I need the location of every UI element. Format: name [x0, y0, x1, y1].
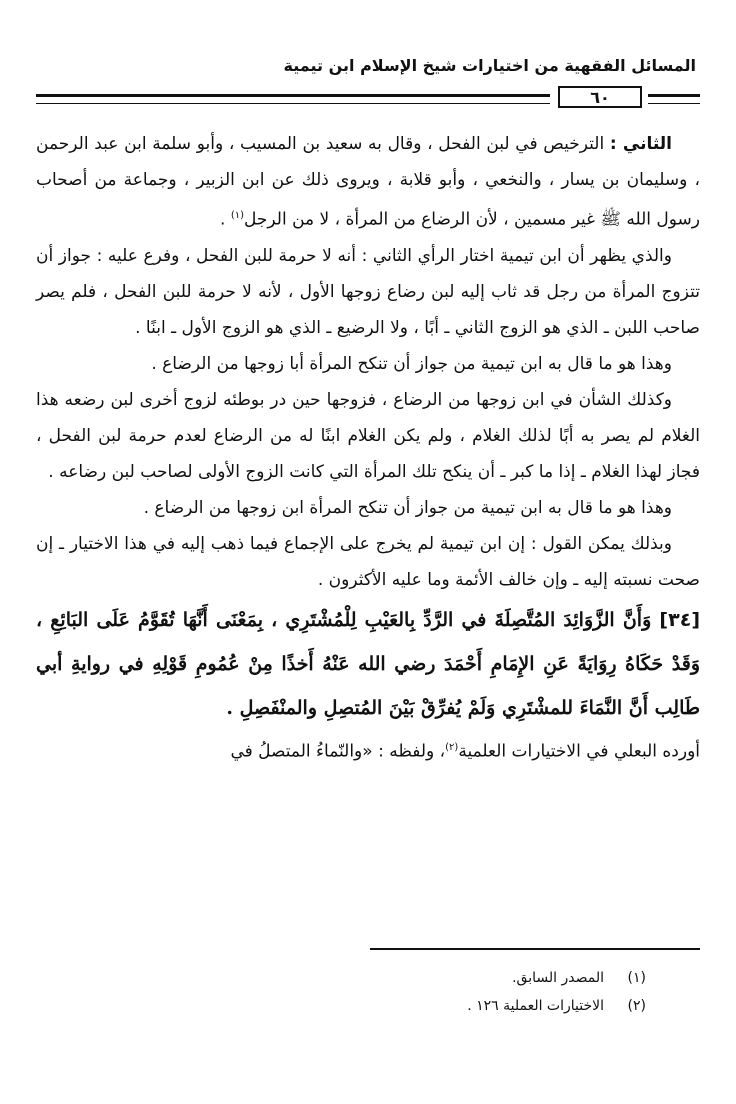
- header-rule: [36, 86, 700, 112]
- issue-34: [36, 598, 700, 730]
- main-text: [36, 126, 700, 769]
- paragraph-father-in-law: وهذا هو ما قال به ابن تيمية من جواز أن تنكح المرأة أبا زوجها من الرضاع .: [151, 353, 672, 374]
- page-number: ٦٠: [558, 86, 642, 108]
- paragraph-text: أورده البعلي في الاختيارات العلمية: [458, 741, 700, 762]
- paragraph-source: [36, 730, 700, 770]
- footnote-separator: [370, 948, 700, 950]
- paragraph-son-in-law-case: وكذلك الشأن في ابن زوجها من الرضاع ، فزوجها حين در بوطئه لزوج أخرى لبن رضعه هذا الغلام لم يصر به أبًا لذلك الغلام ، ولم يكن الغلام ابنًا له من الرضاع لعدم حرمة لبن الفحل ، فجاز لهذا الغلام ـ إذا ما كبر ـ أن ينكح تلك المرأة التي كانت الزوج الأولى لصاحب لبن رضاعه .: [36, 389, 700, 482]
- paragraph-lead: الثاني :: [609, 134, 672, 154]
- footnote-text: الاختيارات العملية ١٢٦ .: [467, 998, 604, 1014]
- paragraph-end: .: [220, 209, 226, 230]
- paragraph-second-opinion: [36, 126, 700, 238]
- footnote-reference[interactable]: (١): [230, 210, 245, 221]
- issue-text: وَأَنَّ الزَّوَائِدَ المُتَّصِلَةَ في الرَّدِّ بِالعَيْبِ لِلْمُشْتَرِي ، بِمَعْنَى أَنَّهَا تُقَوَّمُ عَلَى البَائِعِ ، وَقَدْ حَكَاهُ رِوَايَةً عَنِ الإِمَامِ أَحْمَدَ رضي الله عَنْهُ أَخذًا مِنْ عُمُومِ قَوْلِهِ في روايةِ أبي طَالِب أَنَّ النَّمَاءَ للمشْتَرِي وَلَمْ يُفرِّقْ بَيْنَ المُتصِلِ والمنْفَصِلِ .: [36, 608, 700, 719]
- footnote-reference[interactable]: (٢): [445, 741, 459, 753]
- issue-number: [٣٤]: [659, 608, 700, 631]
- header-rule-right: [648, 94, 700, 104]
- paragraph-text: الترخيص في لبن الفحل ، وقال به سعيد بن المسيب ، وأبو سلمة ابن عبد الرحمن ، وسليمان بن يسار ، والنخعي ، وأبو قلابة ، ويروى ذلك عن ابن الزبير ، وجماعة من أصحاب رسول الله ﷺ غير مسمين ، لأن الرضاع من المرأة ، لا من الرجل: [36, 134, 700, 230]
- header-rule-left: [36, 94, 550, 104]
- paragraph-son-ruling: وهذا هو ما قال به ابن تيمية من جواز أن تنكح المرأة ابن زوجها من الرضاع .: [143, 497, 672, 518]
- paragraph-conclusion: وبذلك يمكن القول : إن ابن تيمية لم يخرج على الإجماع فيما ذهب إليه في هذا الاختيار ـ إن صحت نسبته إليه ـ وإن خالف الأئمة وما عليه الأكثرون .: [36, 533, 700, 590]
- footnote-item: [126, 992, 646, 1020]
- footnotes: [126, 964, 646, 1020]
- paragraph-ibn-taymiyya-choice: والذي يظهر أن ابن تيمية اختار الرأي الثاني : أنه لا حرمة للبن الفحل ، وفرع عليه : جواز أن تتزوج المرأة من رجل قد ثاب إليه لبن رضاع زوجها الأول ، لأنه لا حرمة للبن الفحل ، فلم يصر صاحب اللبن ـ الذي هو الزوج الثاني ـ أبًا ، ولا الرضيع ـ الذي هو الزوج الأول ـ ابنًا .: [36, 245, 700, 338]
- paragraph-end: ، ولفظه : «والنّماءُ المتصلُ في: [230, 741, 446, 762]
- footnote-number: (٢): [627, 998, 646, 1014]
- footnote-text: المصدر السابق.: [512, 970, 604, 986]
- running-header-title: المسائل الفقهية من اختيارات شيخ الإسلام ابن تيمية: [283, 56, 696, 75]
- footnote-item: [126, 964, 646, 992]
- footnote-number: (١): [627, 970, 646, 986]
